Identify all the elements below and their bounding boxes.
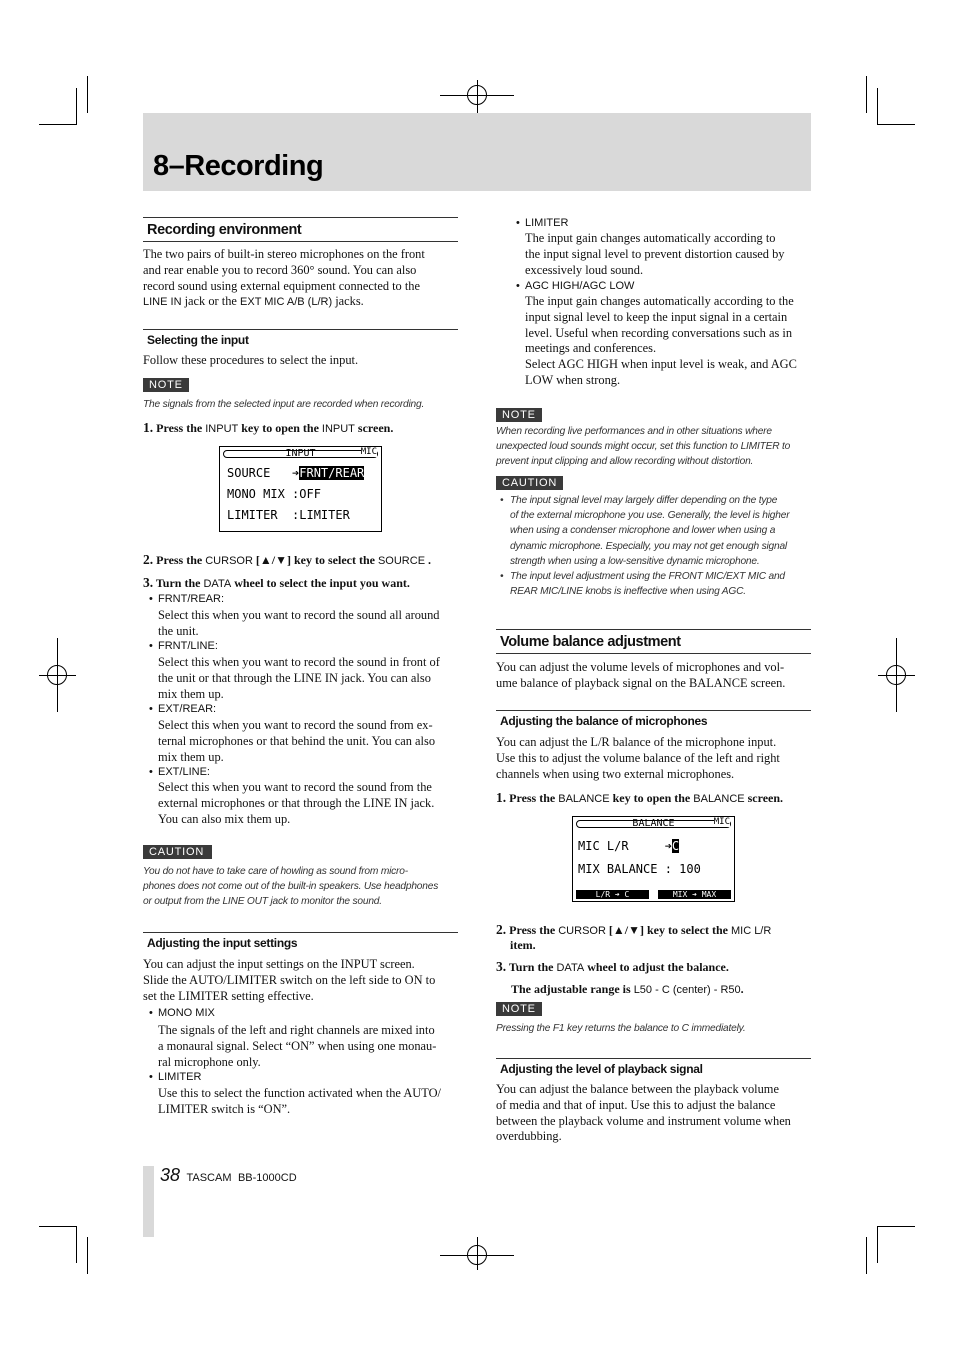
option-desc (158, 780, 463, 827)
heading-adjusting-input: Adjusting the input settings (143, 932, 458, 952)
text-line: the unit or that through the LINE IN jack. You can also (158, 670, 431, 685)
text-line: Select AGC HIGH when input level is weak, and AGC (525, 357, 797, 372)
text-span: jacks. (332, 294, 364, 309)
crop-mark (866, 76, 867, 113)
caution-badge: CAUTION (143, 845, 212, 859)
text-line: Select this when you want to record the sound from the (158, 780, 432, 794)
step-number: 3. (496, 959, 507, 974)
text-line: mix them up. (158, 749, 224, 764)
lcd-title-bar (223, 450, 378, 458)
step-number: 3. (143, 575, 154, 590)
crop-mark (877, 1226, 878, 1263)
text-line: channels when using two external microphones. (496, 766, 735, 781)
crop-mark (39, 124, 76, 125)
lcd-row-mic-lr (578, 839, 679, 853)
lcd-badge: MIC (713, 817, 730, 827)
setting-desc (525, 294, 815, 389)
text-line: ume balance of playback signal on the BALANCE screen. (496, 675, 786, 690)
text-line: meetings and conferences. (525, 341, 657, 356)
step-number: 2. (496, 922, 507, 937)
text-line: You can adjust the L/R balance of the microphone input. (496, 735, 777, 749)
text-line: ternal microphones or that behind the unit. You can also (158, 733, 436, 748)
text-line: LIMITER switch is “ON”. (158, 1101, 291, 1116)
lcd-selected-value: FRNT/REAR (299, 466, 365, 480)
text-line: Select this when you want to record the sound in front of (158, 655, 440, 669)
setting-name: • LIMITER (525, 217, 568, 229)
text-span: key to open the (238, 421, 322, 435)
text-line: external microphones or that through the LINE IN jack. (158, 795, 435, 810)
text-line (143, 294, 463, 311)
range-text (511, 982, 816, 997)
key-term: DATA (203, 578, 232, 590)
option-desc (158, 655, 463, 702)
crop-mark (87, 76, 88, 113)
crop-mark (866, 1237, 867, 1274)
text-line: overdubbing. (496, 1129, 562, 1144)
lcd-f2-key: MIX ➔ MAX (658, 890, 731, 899)
note-badge: NOTE (496, 408, 542, 422)
note-text (496, 424, 814, 470)
text-line: a monaural signal. Select “ON” when using one monau- (158, 1038, 437, 1053)
lcd-label: SOURCE ➔ (227, 466, 300, 480)
registration-circle (47, 665, 67, 685)
text-line: The input gain changes automatically according to (525, 231, 776, 245)
caution-badge: CAUTION (496, 476, 563, 490)
text-line: between the playback volume and instrument volume when (496, 1113, 791, 1128)
footer-bar (143, 1166, 154, 1237)
note-badge: NOTE (496, 1002, 542, 1016)
note-text: The signals from the selected input are recorded when recording. (143, 399, 425, 410)
text-line: REAR MIC/LINE knobs is ineffective when using AGC. (510, 586, 746, 598)
text-line: You can adjust the input settings on the INPUT screen. (143, 957, 415, 971)
bullet-dot: • (500, 571, 504, 582)
text-line: ral microphone only. (158, 1054, 261, 1069)
lcd-selected-value: C (671, 839, 680, 853)
caution-item (510, 569, 815, 599)
lcd-row-mix-balance: MIX BALANCE : 100 (578, 862, 701, 876)
key-term: DATA (556, 962, 585, 974)
adj-input-paragraph (143, 957, 463, 1004)
setting-name: • LIMITER (158, 1071, 201, 1083)
setting-desc (525, 231, 815, 278)
lcd-title-bar (576, 820, 731, 828)
bullet-dot: • (500, 495, 504, 506)
key-term: SOURCE (377, 555, 426, 567)
page-number: 38 (160, 1165, 181, 1185)
lcd-f1-key: L/R ➔ C (576, 890, 649, 899)
lcd-title: INPUT (285, 448, 316, 459)
text-span: . (425, 553, 432, 567)
crop-mark (39, 1226, 76, 1227)
key-term: BALANCE (558, 793, 610, 805)
text-line: When recording live performances and in other situations where (496, 426, 772, 437)
step-3 (143, 575, 463, 591)
option-name: • EXT/LINE: (158, 766, 210, 778)
crop-mark (878, 1226, 915, 1227)
heading-selecting-input: Selecting the input (143, 329, 458, 349)
lcd-label: MIC L/R ➔ (578, 839, 672, 853)
heading-mic-balance: Adjusting the balance of microphones (496, 710, 811, 730)
text-line: dynamic microphone. Especially, you may not get enough signal (510, 540, 787, 552)
text-line: LOW when strong. (525, 372, 621, 387)
note-badge: NOTE (143, 378, 189, 392)
text-span: Turn the (153, 576, 204, 590)
text-line: strength when using a low-sensitive dynamic microphone. (510, 555, 760, 567)
text-line: The input gain changes automatically according to the (525, 294, 794, 308)
text-line: input signal level to keep the input signal in a certain (525, 309, 788, 324)
text-span: . (740, 982, 744, 996)
setting-desc (158, 1086, 463, 1118)
rec-env-paragraph (143, 247, 463, 311)
lcd-input-screen (219, 446, 382, 532)
crop-mark (877, 88, 878, 125)
note-text: Pressing the F1 key returns the balance to C immediately. (496, 1023, 746, 1034)
text-line: level. Useful when recording conversations such as in (525, 325, 793, 340)
registration-circle (467, 85, 487, 105)
step-2 (143, 552, 463, 568)
text-line: when using a condenser microphone and lower when using a (510, 525, 776, 537)
text-span: Press the (506, 791, 559, 805)
text-line: the unit. (158, 623, 199, 638)
text-line: unexpected loud sounds might occur, set this function to LIMITER to (496, 441, 791, 453)
crop-mark (878, 124, 915, 125)
chapter-title: 8–Recording (153, 150, 324, 182)
option-desc (158, 718, 463, 765)
text-line: The input signal level may largely differ depending on the type (510, 495, 778, 506)
text-span: wheel to select the input you want. (231, 576, 410, 590)
text-line: You can adjust the balance between the playback volume (496, 1082, 779, 1096)
text-line: prevent input clipping and allow recording without distortion. (496, 456, 754, 468)
lcd-row-source (227, 466, 364, 480)
caution-item (510, 493, 815, 569)
step-1 (143, 420, 463, 436)
mic-bal-paragraph (496, 735, 814, 782)
option-desc (158, 608, 463, 640)
text-line: The signals of the left and right channels are mixed into (158, 1023, 435, 1037)
text-line: of media and that of input. Use this to adjust the balance (496, 1097, 776, 1112)
footer (160, 1165, 297, 1186)
text-span: Turn the (506, 960, 557, 974)
step-number: 1. (143, 420, 154, 435)
step-2 (496, 922, 816, 953)
lcd-row-limiter: LIMITER :LIMITER (227, 508, 350, 522)
key-term: L50 - C (center) - R50 (633, 984, 741, 996)
heading-recording-environment: Recording environment (143, 217, 458, 242)
text-span: Press the (153, 421, 206, 435)
crop-mark (87, 1237, 88, 1274)
text-span: [▲/▼] key to select the (605, 923, 731, 937)
text-span: screen. (744, 791, 784, 805)
text-line: of the external microphone you use. Generally, the level is higher (510, 510, 790, 522)
lcd-title: BALANCE (632, 818, 675, 829)
text-span: [▲/▼] key to select the (252, 553, 378, 567)
vol-paragraph (496, 660, 814, 692)
step-1 (496, 790, 816, 806)
option-name: • FRNT/LINE: (158, 640, 218, 652)
registration-circle (467, 1245, 487, 1265)
heading-volume-balance: Volume balance adjustment (496, 629, 811, 654)
text-line: set the LIMITER setting effective. (143, 988, 314, 1003)
text-line: record sound using external equipment connected to the (143, 278, 420, 293)
text-span: wheel to adjust the balance. (584, 960, 729, 974)
text-line: the input signal level to prevent distortion caused by (525, 246, 785, 261)
key-term: BALANCE (693, 793, 745, 805)
registration-circle (886, 665, 906, 685)
key-term: LINE IN (143, 296, 182, 309)
step-number: 2. (143, 552, 154, 567)
text-span: key to open the (609, 791, 694, 805)
text-line: Select this when you want to record the sound from ex- (158, 718, 433, 732)
setting-name: • MONO MIX (158, 1007, 215, 1019)
text-line: or output from the LINE OUT jack to monitor the sound. (143, 896, 382, 908)
text-line: You do not have to take care of howling as sound from micro- (143, 866, 408, 877)
select-input-paragraph: Follow these procedures to select the input. (143, 353, 359, 367)
text-line: You can also mix them up. (158, 811, 291, 826)
lcd-row-mono-mix: MONO MIX :OFF (227, 487, 321, 501)
setting-desc (158, 1023, 463, 1070)
text-line: Use this to adjust the volume balance of the left and right (496, 750, 780, 765)
text-line: Slide the AUTO/LIMITER switch on the left side to ON to (143, 972, 436, 987)
crop-mark (76, 88, 77, 125)
setting-name: • AGC HIGH/AGC LOW (525, 280, 634, 292)
text-line: The input level adjustment using the FRONT MIC/EXT MIC and (510, 571, 785, 582)
text-line: Use this to select the function activated when the AUTO/ (158, 1086, 441, 1100)
key-term: EXT MIC A/B (L/R) (240, 296, 333, 309)
key-term: MIC L/R (730, 925, 772, 937)
text-span: jack or the (181, 294, 241, 309)
text-span: Press the (153, 553, 206, 567)
text-line: You can adjust the volume levels of microphones and vol- (496, 660, 785, 674)
text-line: mix them up. (158, 686, 224, 701)
lcd-badge: MIC (360, 447, 377, 457)
text-line: excessively loud sound. (525, 262, 644, 277)
option-name: • FRNT/REAR: (158, 593, 224, 605)
text-span: The adjustable range is (511, 982, 634, 996)
text-line: phones does not come out of the built-in speakers. Use headphones (143, 881, 439, 893)
option-name: • EXT/REAR: (158, 703, 216, 715)
footer-brand: TASCAM (186, 1172, 232, 1184)
lcd-balance-screen (572, 816, 735, 902)
footer-model: BB-1000CD (237, 1172, 297, 1184)
key-term: INPUT (321, 423, 355, 435)
crop-mark (76, 1226, 77, 1263)
text-span: screen. (354, 421, 394, 435)
key-term: CURSOR (205, 555, 253, 567)
key-term: CURSOR (558, 925, 606, 937)
text-line: and rear enable you to record 360° sound. You can also (143, 262, 417, 277)
step-number: 1. (496, 790, 507, 805)
text-line: The two pairs of built-in stereo microphones on the front (143, 247, 425, 261)
caution-text (143, 864, 463, 910)
step-3 (496, 959, 816, 975)
text-span: item. (510, 938, 536, 952)
text-span: Press the (506, 923, 559, 937)
heading-playback-level: Adjusting the level of playback signal (496, 1058, 811, 1078)
key-term: INPUT (205, 423, 239, 435)
play-paragraph (496, 1082, 814, 1145)
text-line: Select this when you want to record the sound all around (158, 608, 440, 622)
